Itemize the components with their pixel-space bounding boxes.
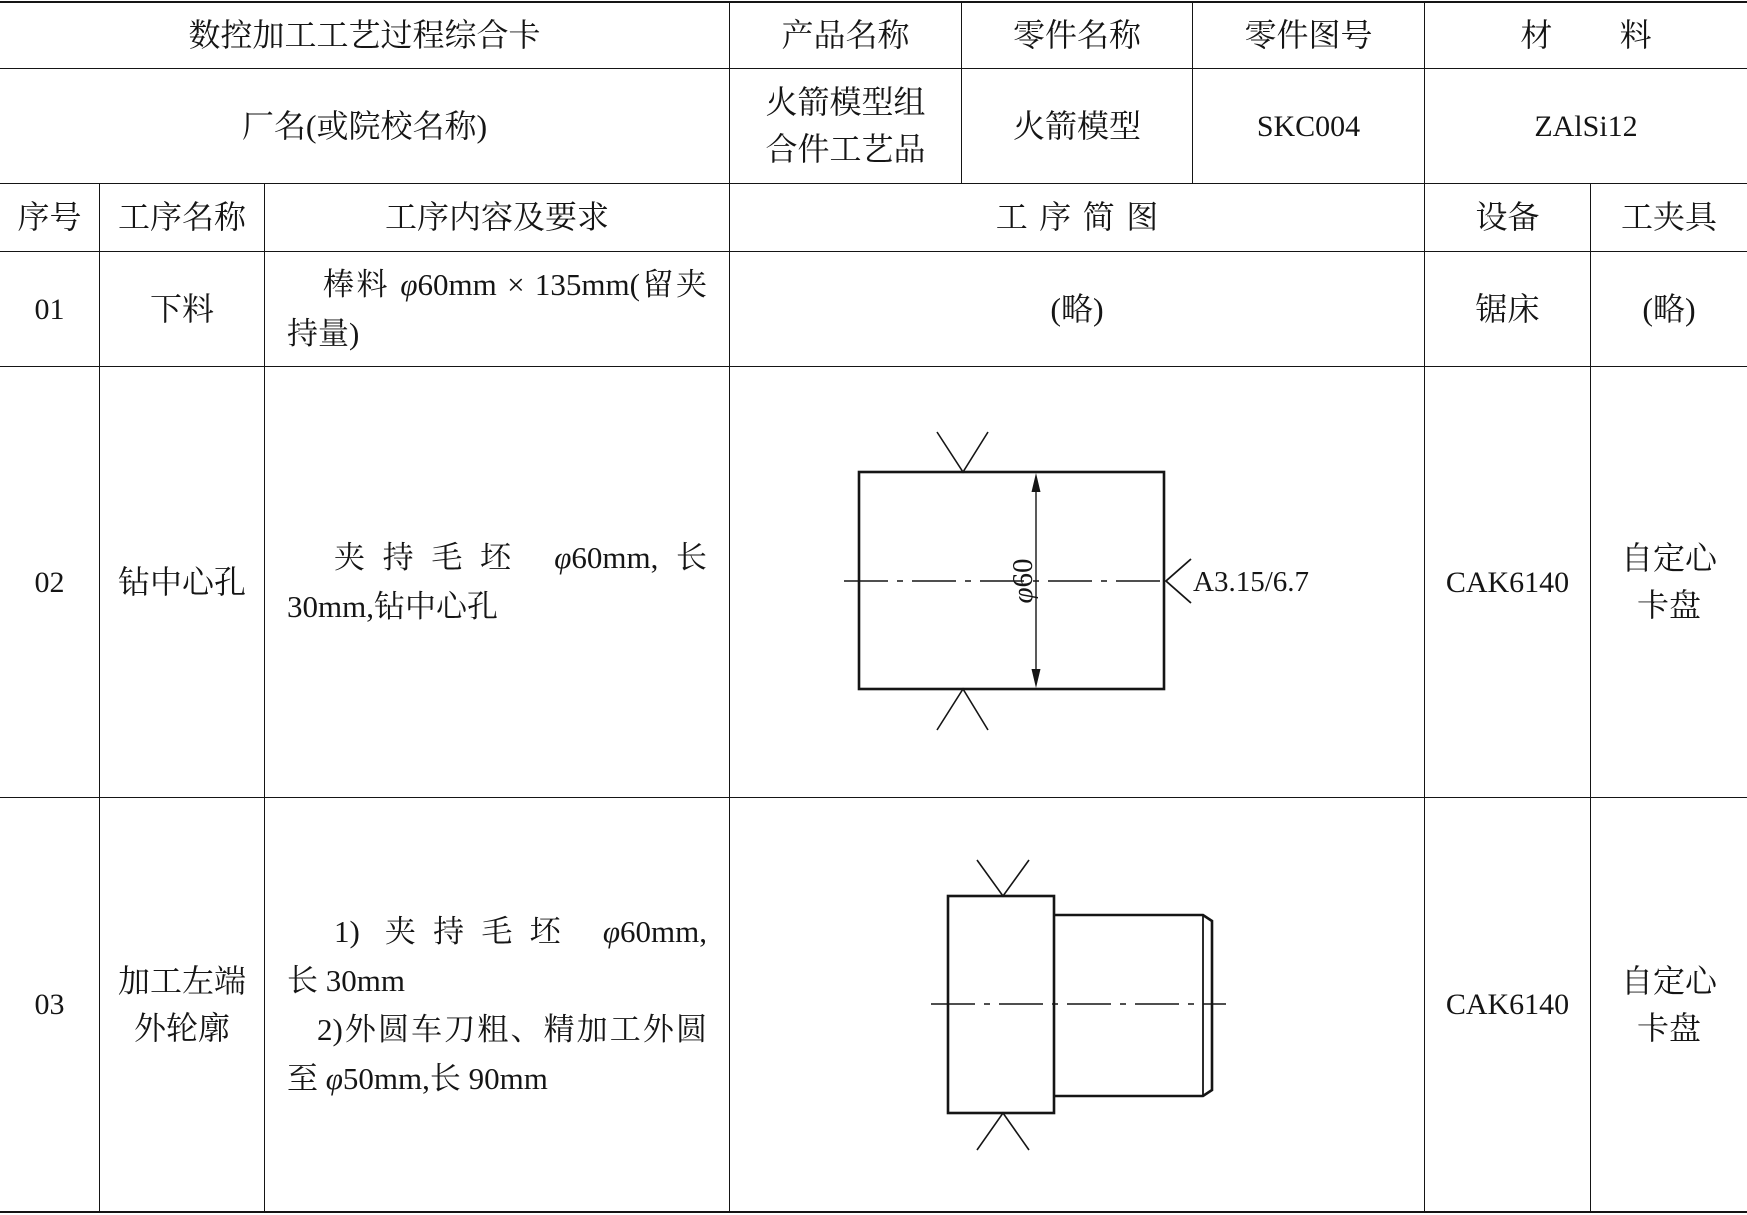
op-name-line: 外轮廓 (133, 1009, 230, 1046)
column-header-label: 工序名称 (117, 199, 246, 235)
op-seq-cell (0, 798, 100, 1213)
column-header-seq (0, 184, 100, 252)
part-name-cell (962, 69, 1193, 184)
column-header-op-content (265, 184, 730, 252)
left-end-turning-sketch (730, 798, 1423, 1211)
product-name-line: 火箭模型组 (765, 84, 926, 120)
op-equipment-cell (1425, 252, 1591, 367)
op-content-line: 夹持毛坯 φ60mm,长 (334, 540, 708, 575)
op-equipment: CAK6140 (1445, 988, 1570, 1021)
process-card-table (0, 1, 1747, 1213)
column-header-label: 工序内容及要求 (384, 199, 609, 235)
op-seq: 02 (34, 565, 65, 599)
op-sketch-cell (730, 252, 1425, 367)
dimension-arrow-bottom-icon (1032, 669, 1041, 688)
material: ZAlSi12 (1534, 109, 1638, 143)
op-name-line: 钻中心孔 (117, 563, 246, 600)
product-name-line: 合件工艺品 (765, 131, 926, 167)
clamp-mark-bottom (977, 1113, 1029, 1150)
part-drawing-no-cell (1193, 69, 1425, 184)
column-header-equipment (1425, 184, 1591, 252)
op-content-line: 2)外圆车刀粗、精加工外圆 (317, 1011, 707, 1047)
turned-diameter-outline (1054, 915, 1212, 1096)
op-sketch-cell (730, 367, 1425, 798)
op-fixture-cell (1591, 367, 1747, 798)
material-label: 材料 (1520, 17, 1719, 53)
center-hole-label: A3.15/6.7 (1193, 566, 1309, 598)
op-seq: 01 (34, 292, 65, 326)
op-fixture-cell (1591, 252, 1747, 367)
center-hole-symbol-icon (1166, 559, 1191, 603)
op-seq-cell (0, 367, 100, 798)
op-content-line: 长 30mm (287, 962, 405, 998)
card-title-cell (0, 3, 730, 69)
part-drawing-no: SKC004 (1256, 109, 1361, 143)
op-content-cell (265, 798, 730, 1213)
factory-name-cell (0, 69, 730, 184)
op-content-line: 30mm,钻中心孔 (287, 589, 498, 624)
op-name-cell (100, 367, 265, 798)
op-name-line: 下料 (149, 290, 214, 327)
op-fixture-line: 卡盘 (1636, 587, 1701, 623)
op-fixture-line: 自定心 (1620, 962, 1717, 999)
product-name-cell (730, 69, 962, 184)
op-content-line: 棒料 φ60mm × 135mm(留夹 (323, 267, 707, 302)
op-name-cell (100, 798, 265, 1213)
column-header-label: 工序简图 (995, 199, 1170, 235)
op-content-line: 1) 夹持毛坯 φ60mm, (334, 913, 707, 949)
diameter-label: φ60 (1007, 558, 1039, 604)
part-drawing-no-label: 零件图号 (1244, 17, 1373, 53)
factory-name: 厂名(或院校名称) (241, 107, 488, 144)
product-name-label-cell (730, 3, 962, 69)
op-sketch-omitted-text: (略) (1050, 290, 1104, 327)
center-drilling-sketch (730, 367, 1423, 796)
op-fixture-line: 卡盘 (1636, 1009, 1701, 1046)
op-content-cell (265, 367, 730, 798)
column-header-label: 设备 (1475, 199, 1540, 235)
op-equipment-cell (1425, 798, 1591, 1213)
op-seq-cell (0, 252, 100, 367)
op-seq: 03 (34, 988, 65, 1021)
dimension-arrow-top-icon (1032, 473, 1041, 492)
op-fixture-cell (1591, 798, 1747, 1213)
column-header-op-sketch (730, 184, 1425, 252)
part-drawing-no-label-cell (1193, 3, 1425, 69)
op-content-line: 持量) (287, 316, 360, 351)
column-header-op-name (100, 184, 265, 252)
material-cell (1425, 69, 1747, 184)
op-equipment: CAK6140 (1445, 565, 1570, 599)
clamp-mark-top (937, 432, 988, 472)
product-name-label: 产品名称 (781, 17, 910, 53)
op-equipment-cell (1425, 367, 1591, 798)
clamp-mark-top (977, 860, 1029, 896)
card-title: 数控加工工艺过程综合卡 (188, 17, 541, 53)
column-header-label: 序号 (17, 199, 82, 235)
op-name-cell (100, 252, 265, 367)
material-label-cell (1425, 3, 1747, 69)
op-fixture-line: 自定心 (1620, 540, 1717, 576)
op-sketch-cell (730, 798, 1425, 1213)
part-name: 火箭模型 (1012, 107, 1141, 144)
column-header-label: 工夹具 (1620, 199, 1717, 235)
op-content-cell (265, 252, 730, 367)
op-content-line: 至 φ50mm,长 90mm (287, 1060, 548, 1096)
column-header-fixture (1591, 184, 1747, 252)
op-fixture-line: (略) (1642, 290, 1696, 327)
op-name-line: 加工左端 (117, 962, 246, 999)
part-name-label: 零件名称 (1012, 17, 1141, 53)
op-equipment: 锯床 (1475, 290, 1540, 327)
part-name-label-cell (962, 3, 1193, 69)
clamp-mark-bottom (937, 689, 988, 730)
